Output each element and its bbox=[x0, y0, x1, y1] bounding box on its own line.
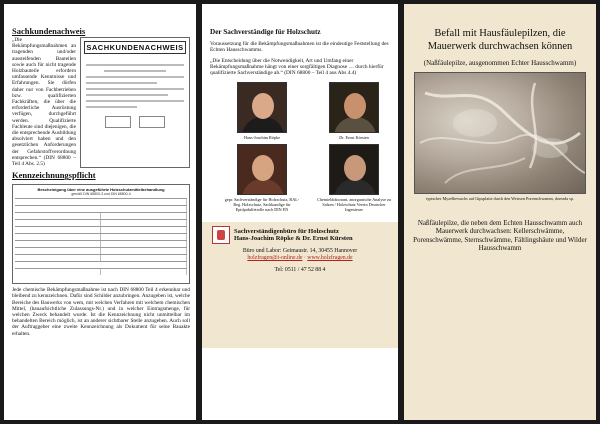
mycelium-pattern bbox=[415, 73, 586, 194]
photo-card bbox=[314, 82, 394, 140]
company-address: Büro und Labor: Geimaustr. 14, 30455 Hannover bbox=[242, 248, 358, 255]
company-logo-icon bbox=[212, 226, 230, 244]
photo-card bbox=[314, 144, 394, 212]
company-name: Sachverständigenbüro für Holzschutz bbox=[234, 228, 339, 236]
company-owners: Hans-Joachim Röpke & Dr. Ernst Kürsten bbox=[234, 235, 353, 243]
labeling-form-image bbox=[12, 184, 190, 284]
photo-grid bbox=[222, 82, 394, 212]
photo-card bbox=[222, 82, 302, 140]
fungus-photo bbox=[414, 72, 586, 194]
portrait-photo bbox=[237, 144, 287, 195]
expert-intro: Voraussetzung für die Bekämpfungsmaßnahmen ist die eindeutige Feststellung des Echten Hausschwamms. bbox=[210, 41, 389, 54]
panel-expert bbox=[202, 4, 398, 420]
stamp-icon bbox=[105, 116, 131, 128]
form-subtitle: gemäß DIN 68800-3 und DIN 68800-4 bbox=[71, 192, 131, 197]
certificate-text: „Die Bekämpfungsmaßnahmen an tragenden und/oder aussteifenden Bauteilen sowie auch für nicht tragende Holzbauteile erfordern umfassende Kenntnisse und Erfahrungen. Sie dürfen daher nur von Fachbetrieben bzw. qualifizierten Fachkräften, die über die erforderliche Ausrüstung verfügen, durchgeführt werden. Qualifizierte Fachleute sind diejenigen, die die entsprechende Ausbildung absolviert haben und den gesetzlichen Anforderungen der Gefahrstoffverordnung entsprechen.“ (DIN 68800 – Teil 4 Abs. 2.5) bbox=[12, 37, 76, 168]
page-subtitle: (Naßfäulepilze, ausgenommen Echter Hausschwamm) bbox=[423, 59, 577, 67]
contact-box bbox=[202, 222, 398, 348]
company-phone: Tel: 0511 / 47 52 88 4 bbox=[274, 267, 326, 274]
stamp-icon bbox=[139, 116, 165, 128]
contact-links bbox=[206, 255, 394, 261]
portrait-photo bbox=[237, 82, 287, 133]
portrait-photo bbox=[329, 82, 379, 133]
heading-expert: Der Sachverständige für Holzschutz bbox=[210, 28, 321, 36]
page-title: Befall mit Hausfäulepilzen, die Mauerwerk durchwachsen können bbox=[427, 28, 573, 52]
photo-caption: Dr. Ernst Kürsten bbox=[339, 135, 369, 141]
contact-header bbox=[212, 226, 394, 244]
fungus-list-text: Naßfäulepilze, die neben dem Echten Hausschwamm auch Mauerwerk durchwachsen: Kellerschwämme, Porenschwämme, Sternschwämme, Fältlingshäute und Wilder Hausschwamm bbox=[413, 219, 587, 253]
link-separator: · bbox=[303, 255, 306, 262]
portrait-photo bbox=[329, 144, 379, 195]
website-link[interactable]: www.holzfragen.de bbox=[307, 255, 353, 262]
photo-caption: gepr. Sachverständige für Holzschutz, RAL-Reg. Holzschutz, Sachkundige für Epidpidulfetrolle nach DIN EN bbox=[224, 197, 300, 213]
panel-fungus bbox=[404, 4, 596, 420]
photo-card bbox=[222, 144, 302, 212]
expert-quote: „Die Entscheidung über die Notwendigkeit, Art und Umfang einer Bekämpfungsmaßnahme hängt von einer sorgfältigen Diagnose … durch hierfür qualifizierte Sachverständige ab.“ (DIN 68800 – Teil 4 aus Abs 4.4) bbox=[210, 57, 384, 77]
labeling-text: Jede chemische Bekämpfungsmaßnahme ist nach DIN 68800 Teil 4 erkennbar und bleibend zu kennzeichnen. Dafür sind Schilder anzubringen. Anzugeben ist, welche Bereiche des Bauwerks von wem, mit welchen Verfahren mit welchem chemischen Mittel, (bauaufsichtliche Zulassungs-Nr.) und in welcher Eintragsmenge, für welchen Zweck behandelt wurde. Ist die Kennzeichnung nicht unmittelbar im behandelten Bereich möglich, ist an anderer sichtbarer Stelle anzugeben. Auch soll der Auftraggeber eine zweite Kennzeichnung als Dokument für seine Bauakte erhalten. bbox=[12, 287, 190, 337]
form-title: Bescheinigung über eine ausgeführte Holzschutzmittelbehandlung bbox=[37, 187, 165, 193]
heading-certificate: Sachkundenachweis bbox=[12, 26, 86, 36]
email-link[interactable]: holzfragen@t-online.de bbox=[247, 255, 303, 262]
certificate-image bbox=[80, 37, 190, 168]
certificate-image-title: SACHKUNDENACHWEIS bbox=[84, 41, 186, 54]
photo-caption: Hans-Joachim Röpke bbox=[244, 135, 280, 141]
photo-caption: Chemieldoktorant, anorganische Analyse zu Salzen / Holzschutz Verein Deutscher Ingenieure bbox=[317, 197, 391, 213]
photo-caption: typischer Myzelbewuchs auf Gipsplatte durch den Weissen Porenschwamm, doreada sp. bbox=[426, 196, 574, 201]
panel-certificate bbox=[4, 4, 196, 420]
heading-labeling: Kennzeichnungspflicht bbox=[12, 170, 96, 181]
